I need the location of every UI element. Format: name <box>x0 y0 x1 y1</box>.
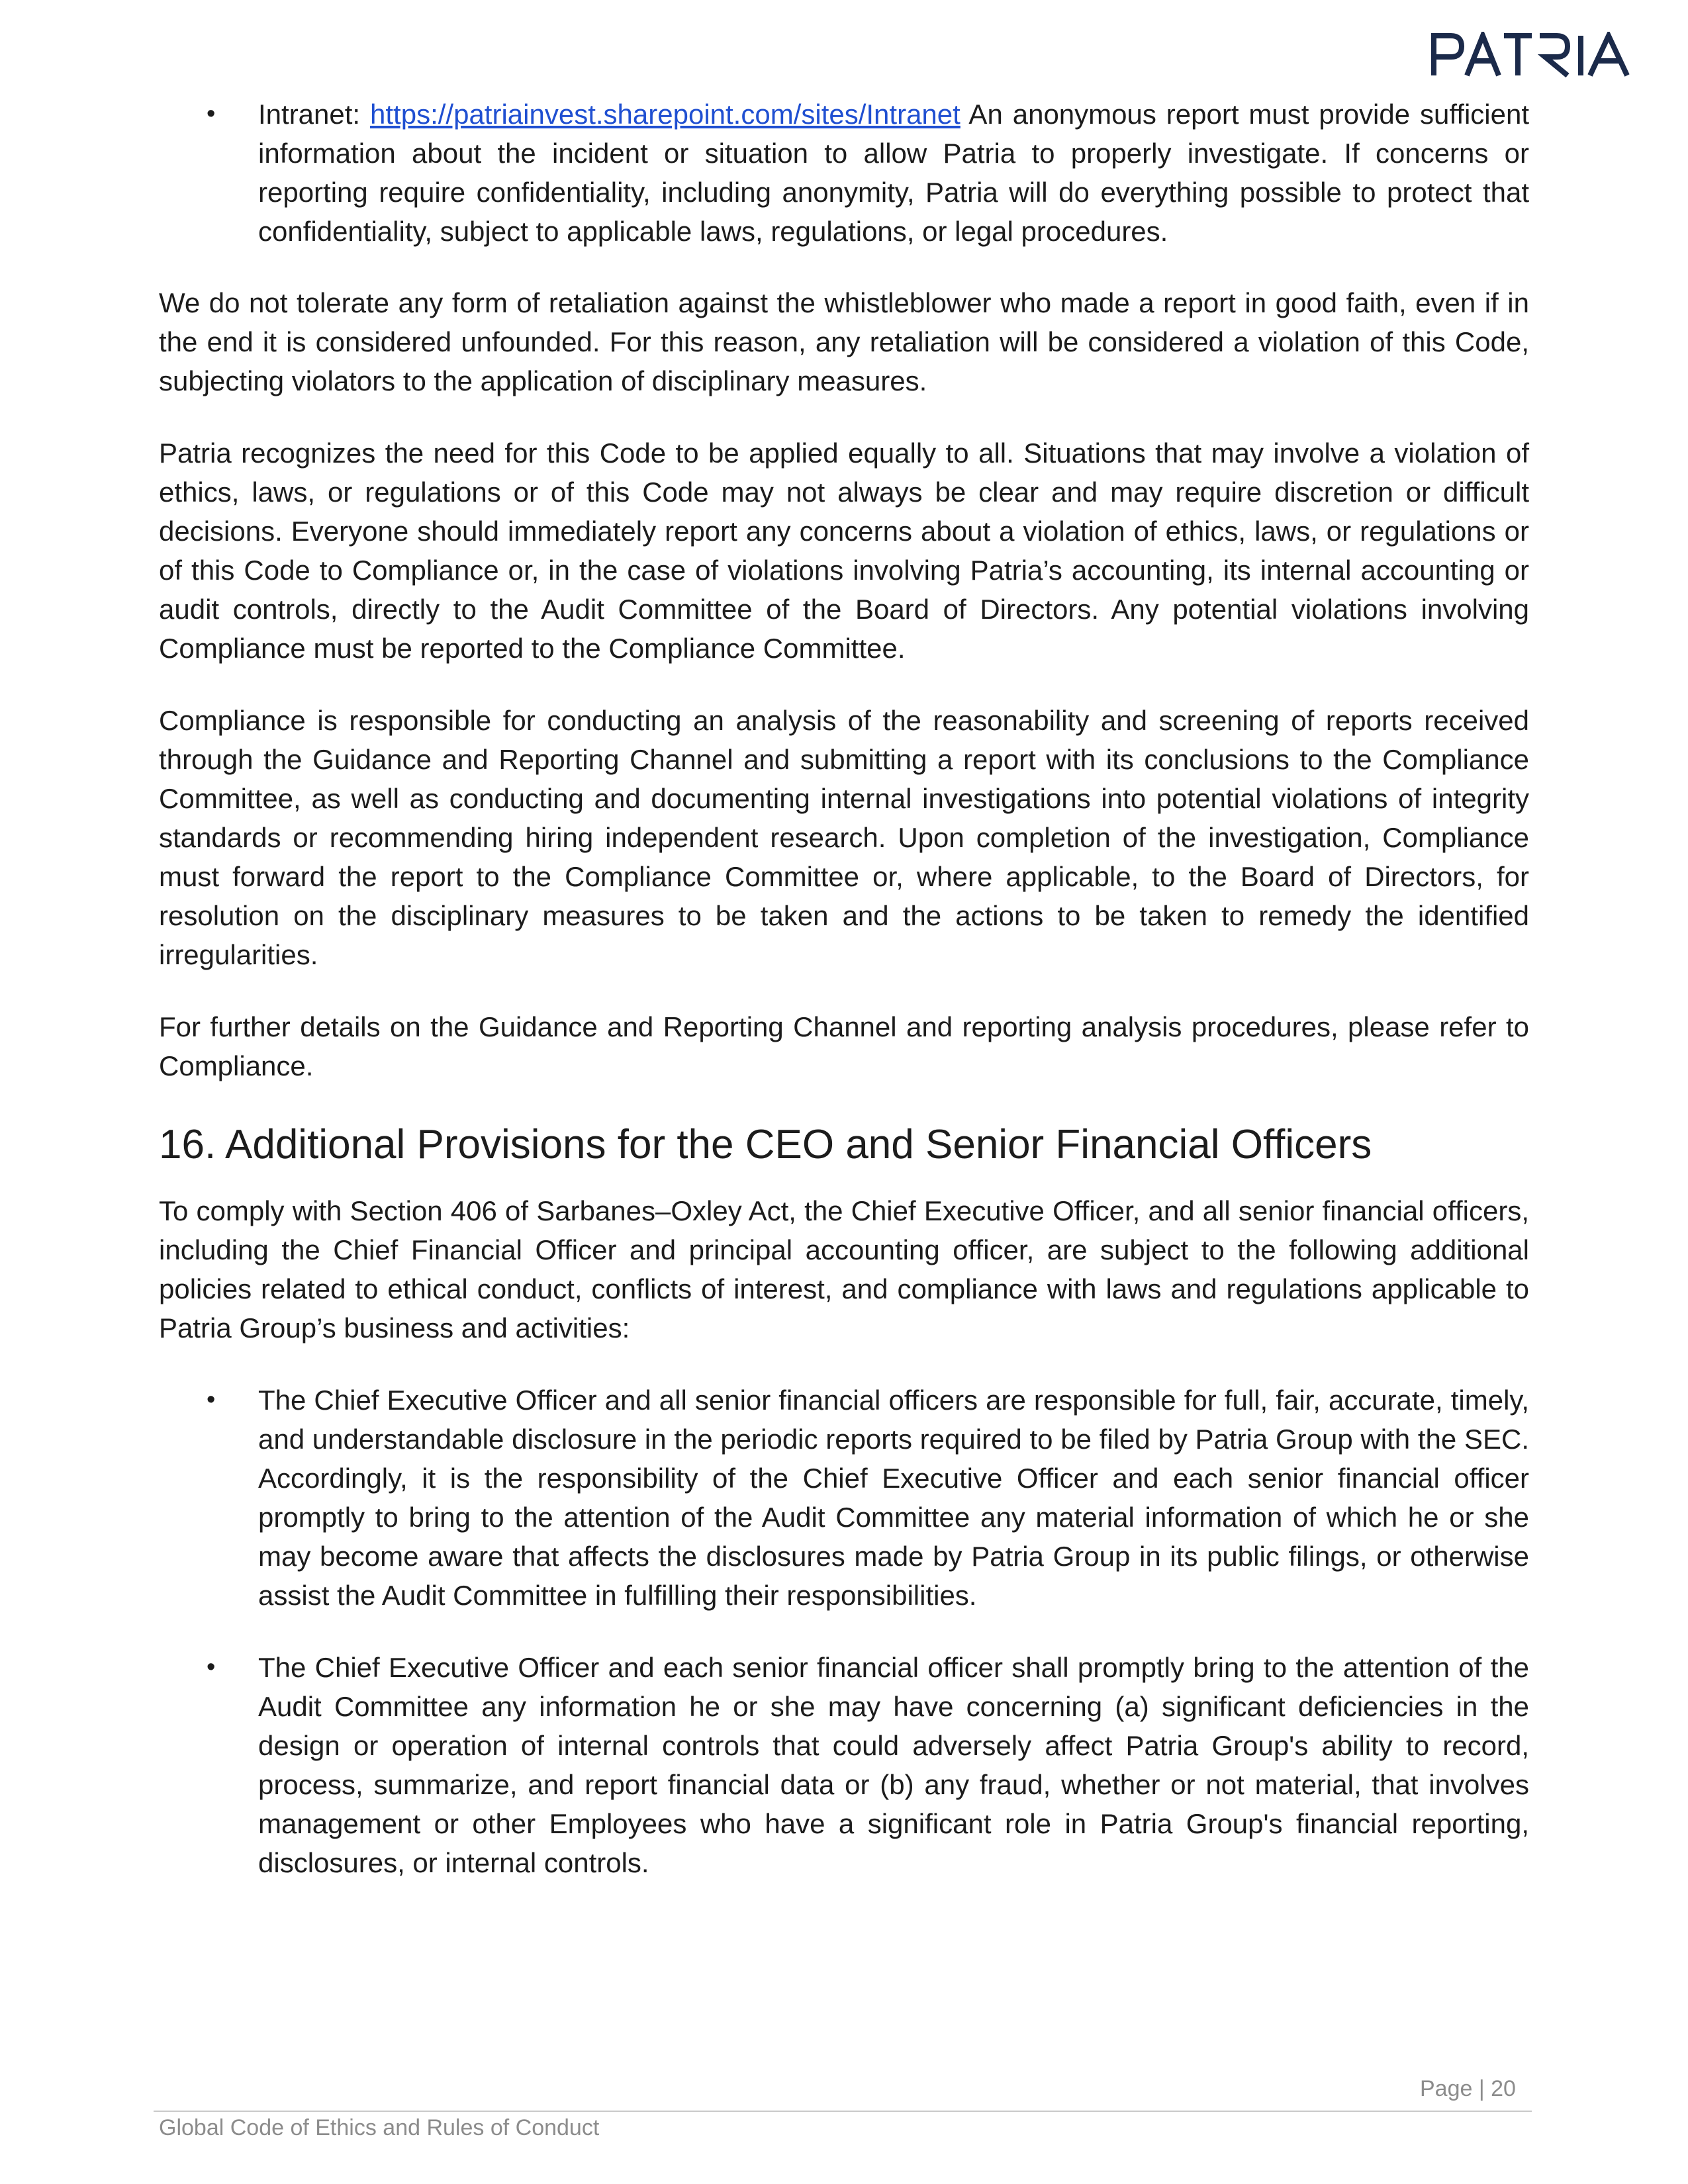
reporting-channels-list <box>159 95 1529 251</box>
footer-document-title: Global Code of Ethics and Rules of Conduct <box>159 2115 600 2140</box>
equal-application-paragraph: Patria recognizes the need for this Code to be applied equally to all. Situations that may involve a violation of ethics, laws, or regulations or of this Code may not always be clear and may require discretion or difficult decisions. Everyone should immediately report any concerns about a violation of ethics, laws, or regulations or of this Code to Compliance or, in the case of violations involving Patria’s accounting, its internal accounting or audit controls, directly to the Audit Committee of the Board of Directors. Any potential violations involving Compliance must be reported to the Compliance Committee. <box>159 437 1529 664</box>
patria-logo <box>1429 32 1640 78</box>
compliance-responsibility-paragraph: Compliance is responsible for conducting an analysis of the reasonability and screening of reports received through the Guidance and Reporting Channel and submitting a report with its conclusions to the Compliance Committee, as well as conducting and documenting internal investigations into potential violations of integrity standards or recommending hiring independent research. Upon completion of the investigation, Compliance must forward the report to the Compliance Committee or, where applicable, to the Board of Directors, for resolution on the disciplinary measures to be taken and the actions to be taken to remedy the identified irregularities. <box>159 705 1529 970</box>
list-item: • The Chief Executive Officer and all senior financial officers are responsible for full, fair, accurate, timely, and understandable disclosure in the periodic reports required to be filed by Patria Group with the SEC. Accordingly, it is the responsibility of the Chief Executive Officer and each senior financial officer promptly to bring to the attention of the Audit Committee any material information of which he or she may become aware that affects the disclosures made by Patria Group in its public filings, or otherwise assist the Audit Committee in fulfilling their responsibilities. <box>159 1381 1529 1615</box>
intranet-link[interactable]: https://patriainvest.sharepoint.com/sites/Intranet <box>370 99 961 130</box>
footer-divider <box>154 2111 1532 2112</box>
retaliation-paragraph: We do not tolerate any form of retaliation against the whistleblower who made a report in good faith, even if in the end it is considered unfounded. For this reason, any retaliation will be considered a violation of this Code, subjecting violators to the application of disciplinary measures. <box>159 287 1529 396</box>
section-intro-paragraph: To comply with Section 406 of Sarbanes–Oxley Act, the Chief Executive Officer, and all senior financial officers, including the Chief Financial Officer and principal accounting officer, are subject to the following additional policies related to ethical conduct, conflicts of interest, and compliance with laws and regulations applicable to Patria Group’s business and activities: <box>159 1195 1529 1343</box>
page-number: Page | 20 <box>1420 2076 1516 2101</box>
further-details-paragraph: For further details on the Guidance and Reporting Channel and reporting analysis procedures, please refer to Compliance. <box>159 1011 1529 1081</box>
section-heading: 16. Additional Provisions for the CEO and Senior Financial Officers <box>159 1122 1372 1167</box>
intranet-list-item <box>159 95 1529 251</box>
document-body <box>159 95 1529 1915</box>
list-item: • The Chief Executive Officer and each senior financial officer shall promptly bring to the attention of the Audit Committee any information he or she may have concerning (a) significant deficiencies in the design or operation of internal controls that could adversely affect Patria Group's ability to record, process, summarize, and report financial data or (b) any fraud, whether or not material, that involves management or other Employees who have a significant role in Patria Group's financial reporting, disclosures, or internal controls. <box>159 1648 1529 1882</box>
intranet-label: Intranet: <box>258 99 371 130</box>
intranet-description: An anonymous report must provide sufficient information about the incident or situation to allow Patria to properly investigate. If concerns or reporting require confidentiality, including anonymity, Patria will do everything possible to protect that confidentiality, subject to applicable laws, regulations, or legal procedures. <box>258 99 1530 247</box>
officer-obligations-list <box>159 1381 1529 1882</box>
